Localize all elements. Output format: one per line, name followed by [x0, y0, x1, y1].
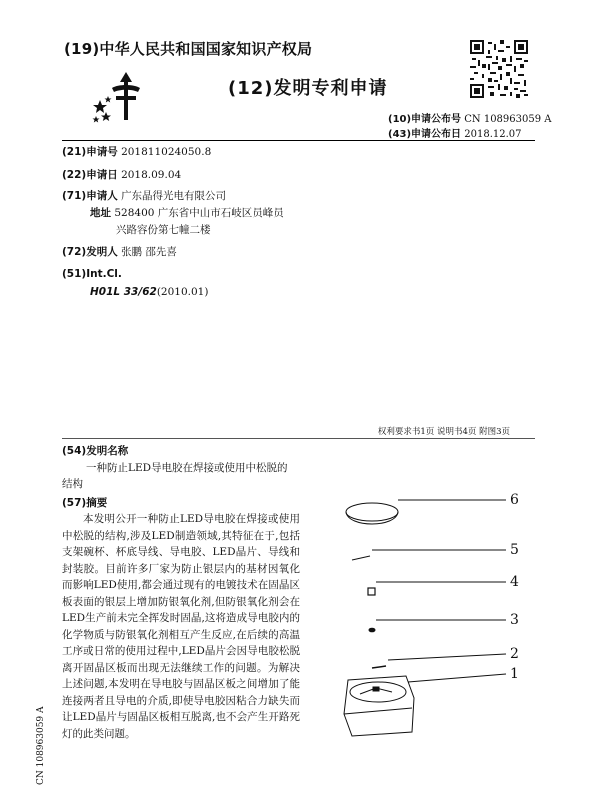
- invention-title: 一种防止LED导电胶在焊接或使用中松脱的: [86, 461, 288, 474]
- int-cl-code: H01L 33/62(2010.01): [90, 286, 209, 298]
- page-count-info: 权利要求书1页 说明书4页 附图3页: [377, 427, 510, 437]
- header-divider: [62, 140, 535, 141]
- drawing-label-5: 5: [510, 542, 519, 558]
- part-5-wire: [352, 550, 506, 560]
- pages-divider: [62, 438, 535, 439]
- document-type: (12)发明专利申请: [228, 78, 388, 99]
- part-6-encapsulant: [346, 500, 506, 524]
- qr-code-icon: [470, 40, 528, 98]
- int-cl-label: (51)Int.Cl.: [62, 268, 122, 280]
- publication-date: (43)申请公布日 2018.12.07: [388, 129, 522, 140]
- drawing-label-3: 3: [510, 612, 519, 628]
- part-1-bracket-cup: [344, 674, 506, 736]
- drawing-label-4: 4: [510, 574, 519, 590]
- part-4-led-chip: [368, 582, 506, 595]
- drawing-label-1: 1: [510, 666, 519, 682]
- drawing-label-2: 2: [510, 646, 519, 662]
- applicant-address-line2: 兴路容份第七幢二楼: [116, 224, 211, 236]
- drawing-label-6: 6: [510, 492, 519, 508]
- cnipa-emblem-icon: [92, 66, 162, 124]
- applicant-address: 地址 528400 广东省中山市石岐区员峰员: [90, 207, 284, 219]
- title-label: (54)发明名称: [62, 445, 129, 457]
- application-date: (22)申请日 2018.09.04: [62, 169, 182, 181]
- publication-number: (10)申请公布号 CN 108963059 A: [388, 114, 552, 125]
- part-2-cup-bottom-wire: [372, 654, 506, 668]
- office-name: (19)中华人民共和国国家知识产权局: [64, 40, 313, 58]
- side-publication-number: CN 108963059 A: [36, 706, 46, 785]
- abstract-drawing: [330, 470, 550, 740]
- part-3-conductive-glue: [369, 620, 506, 632]
- abstract-text: 本发明公开一种防止LED导电胶在焊接或使用中松脱的结构,涉及LED制造领域,其特征在于,包括支架碗杯、杯底导线、导电胶、LED晶片、导线和封装胶。目前许多厂家为防止银层内的基材因氧化而影响LED使用,都会通过现有的电镀技术在固晶区板表面的银层上增加防银氧化剂,但防银氧化剂会在LED生产前未完全挥发时固晶,这将造成导电胶内的化学物质与防银氧化剂相互产生反应,在后续的高温工序或日常的使用过程中,LED晶片会因导电胶松脱离开固晶区板而出现无法继续工作的问题。为解决上述问题,本发明在导电胶与固晶区板之间增加了能连接两者且导电的介质,即使导电胶因粘合力缺失而让LED晶片与固晶区板相互脱离,也不会产生开路死灯的此类问题。: [62, 513, 300, 740]
- abstract-label: (57)摘要: [62, 496, 108, 509]
- application-number: (21)申请号 201811024050.8: [62, 146, 212, 158]
- invention-title-line2: 结构: [62, 478, 83, 490]
- applicant: (71)申请人 广东晶得光电有限公司: [62, 190, 227, 202]
- inventors: (72)发明人 张鹏 邵先喜: [62, 246, 177, 258]
- abstract-column: [62, 443, 300, 742]
